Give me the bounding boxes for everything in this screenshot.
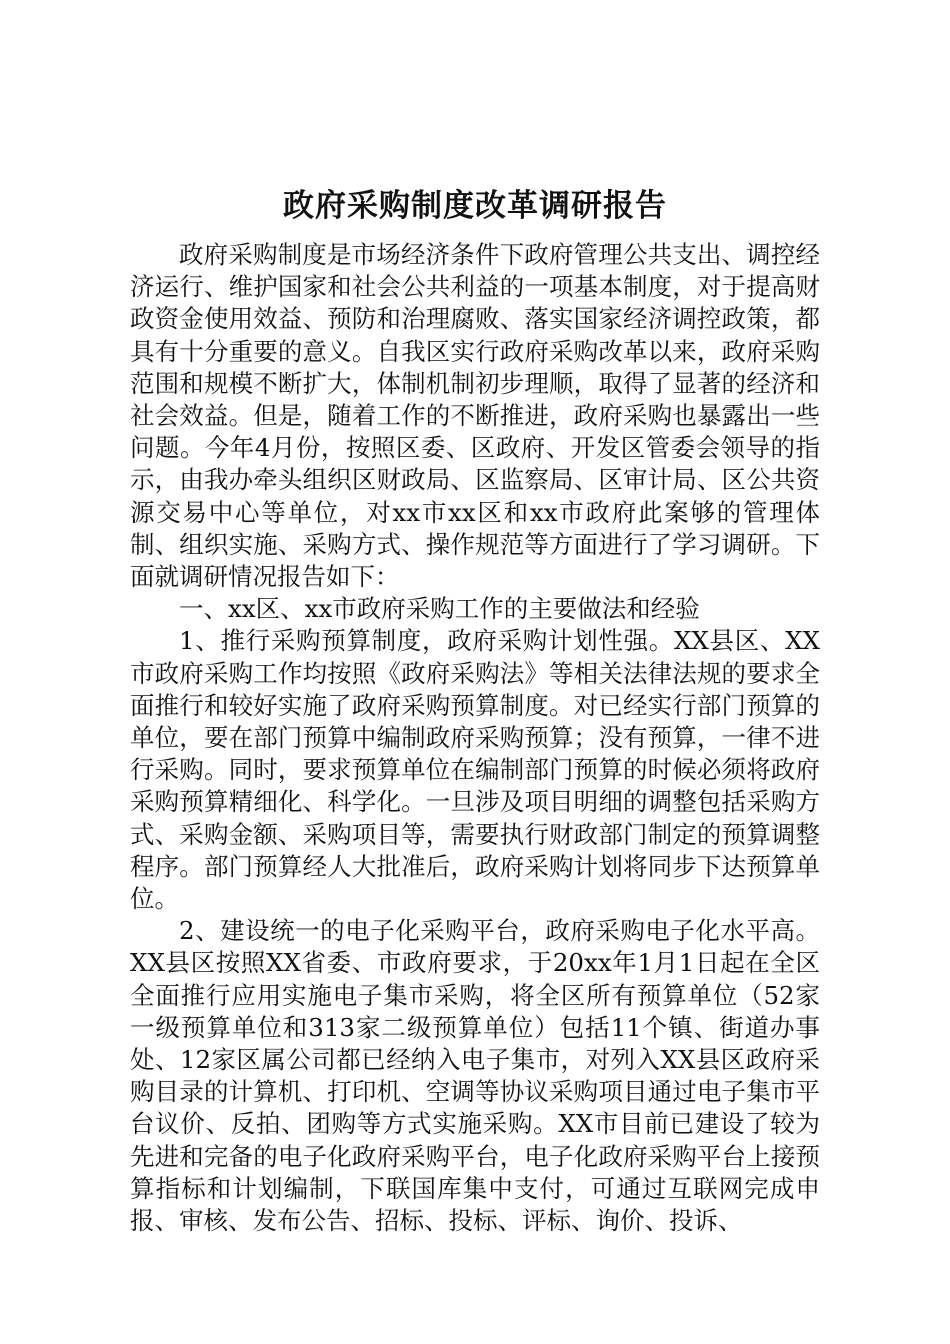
- document-body: [130, 181, 820, 1237]
- point-1-paragraph: 1、推行采购预算制度，政府采购计划性强。XX县区、XX市政府采购工作均按照《政府采购法》等相关法律法规的要求全面推行和较好实施了政府采购预算制度。对已经实行部门预算的单位，要在部门预算中编制政府采购预算；没有预算，一律不进行采购。同时，要求预算单位在编制部门预算的时候必须将政府采购预算精细化、科学化。一旦涉及项目明细的调整包括采购方式、采购金额、采购项目等，需要执行财政部门制定的预算调整程序。部门预算经人大批准后，政府采购计划将同步下达预算单位。: [130, 626, 820, 914]
- section-heading-1: 一、xx区、xx市政府采购工作的主要做法和经验: [179, 594, 700, 624]
- intro-paragraph: 政府采购制度是市场经济条件下政府管理公共支出、调控经济运行、维护国家和社会公共利益的一项基本制度，对于提高财政资金使用效益、预防和治理腐败、落实国家经济调控政策，都具有十分重要的意义。自我区实行政府采购改革以来，政府采购范围和规模不断扩大，体制机制初步理顺，取得了显著的经济和社会效益。但是，随着工作的不断推进，政府采购也暴露出一些问题。今年4月份，按照区委、区政府、开发区管委会领导的指示，由我办牵头组织区财政局、区监察局、区审计局、区公共资源交易中心等单位，对xx市xx区和xx市政府此案够的管理体制、组织实施、采购方式、操作规范等方面进行了学习调研。下面就调研情况报告如下：: [130, 240, 820, 592]
- point-2-paragraph: 2、建设统一的电子化采购平台，政府采购电子化水平高。XX县区按照XX省委、市政府要求，于20xx年1月1日起在全区全面推行应用实施电子集市采购，将全区所有预算单位（52家一级预算单位和313家二级预算单位）包括11个镇、街道办事处、12家区属公司都已经纳入电子集市，对列入XX县区政府采购目录的计算机、打印机、空调等协议采购项目通过电子集市平台议价、反拍、团购等方式实施采购。XX市目前已建设了较为先进和完备的电子化政府采购平台，电子化政府采购平台上接预算指标和计划编制，下联国库集中支付，可通过互联网完成申报、审核、发布公告、招标、投标、评标、询价、投诉、: [130, 916, 820, 1236]
- document-title: 政府采购制度改革调研报告: [283, 188, 667, 224]
